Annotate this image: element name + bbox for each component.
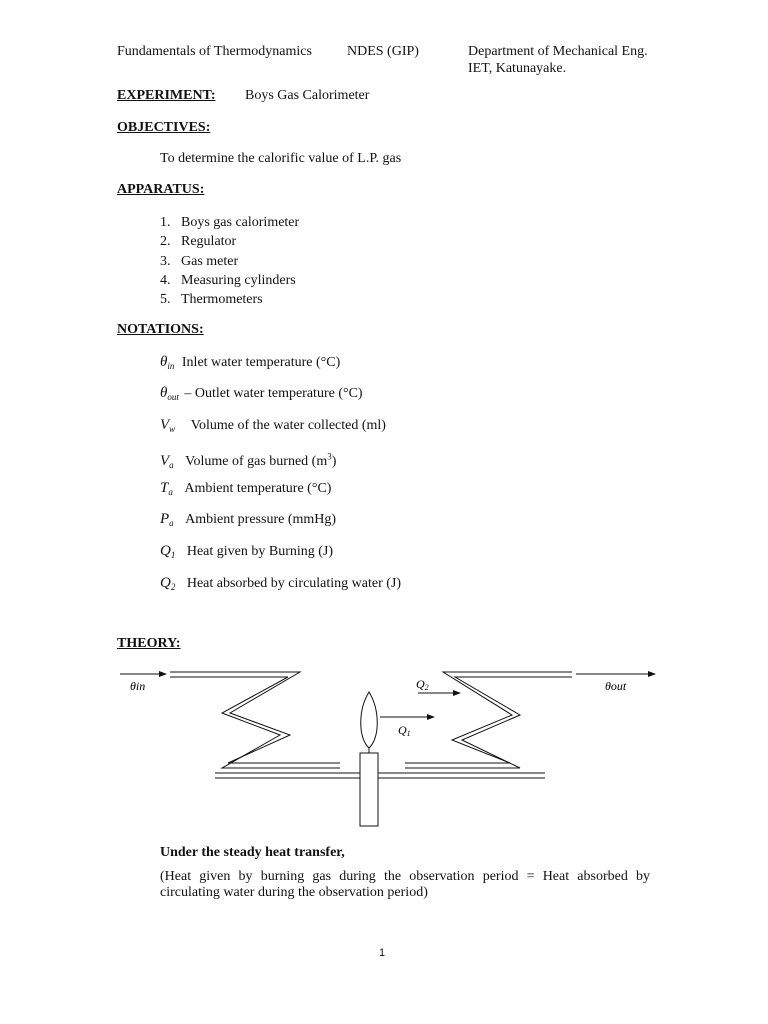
experiment-title: Boys Gas Calorimeter xyxy=(245,88,370,103)
list-item: 1. Boys gas calorimeter xyxy=(160,215,300,230)
notation-theta-out: $\theta_{out}$ – Outlet water temperature (°C) xyxy=(160,385,363,402)
page-number: 1 xyxy=(379,947,386,959)
notation-ta: $T_a$ Ambient temperature (°C) xyxy=(160,480,332,497)
experiment-label: EXPERIMENT: xyxy=(117,88,216,103)
steady-heat-heading: Under the steady heat transfer, xyxy=(160,845,345,860)
notation-symbol: $P_a$ xyxy=(160,511,174,528)
header-department xyxy=(468,43,648,77)
label-q1: Q1 xyxy=(398,723,411,738)
label-theta-out: θout xyxy=(605,679,627,693)
notation-symbol: $Q_1$ xyxy=(160,543,176,560)
notation-q1: $Q_1$ Heat given by Burning (J) xyxy=(160,543,334,560)
notation-symbol: $T_a$ xyxy=(160,480,173,497)
header-course: Fundamentals of Thermodynamics xyxy=(117,44,312,59)
label-q2: Q2 xyxy=(416,677,429,692)
notation-symbol: $\theta_{in}$ xyxy=(160,354,175,371)
burner xyxy=(360,753,378,826)
list-item: 4. Measuring cylinders xyxy=(160,272,296,288)
notation-symbol: $V_w$ xyxy=(160,417,176,434)
theory-paragraph: (Heat given by burning gas during the observation period = Heat absorbed by circulating water during the observation period) xyxy=(160,869,650,900)
notation-symbol: $Q_2$ xyxy=(160,575,176,592)
notation-va: $V_a$ Volume of gas burned $(m^3)$ xyxy=(160,451,337,470)
notations-heading: NOTATIONS: xyxy=(117,322,204,337)
theory-heading: THEORY: xyxy=(117,636,181,651)
apparatus-list xyxy=(160,213,299,309)
header-program: NDES (GIP) xyxy=(347,44,419,59)
objectives-heading: OBJECTIVES: xyxy=(117,120,211,135)
notation-theta-in: $\theta_{in}$ Inlet water temperature (°C) xyxy=(160,354,341,371)
list-item: 5. Thermometers xyxy=(160,292,263,308)
list-item: 2. Regulator xyxy=(160,234,237,250)
list-item: 3. Gas meter xyxy=(160,253,239,269)
flame-icon xyxy=(361,692,378,748)
label-theta-in: θin xyxy=(130,679,146,693)
calorimeter-diagram xyxy=(0,660,768,835)
objectives-text: To determine the calorific value of L.P. gas xyxy=(160,151,402,166)
apparatus-heading: APPARATUS: xyxy=(117,182,205,197)
notation-symbol: $\theta_{out}$ xyxy=(160,385,179,402)
notation-symbol: $V_a$ xyxy=(160,452,174,470)
header-dept-line1: Department of Mechanical Eng. xyxy=(468,44,648,59)
notation-q2: $Q_2$ Heat absorbed by circulating water (J) xyxy=(160,575,402,592)
header-dept-line2: IET, Katunayake. xyxy=(468,61,567,76)
notation-pa: $P_a$ Ambient pressure (mmHg) xyxy=(160,511,337,528)
notation-vw: $V_w$ Volume of the water collected (ml) xyxy=(160,417,386,434)
